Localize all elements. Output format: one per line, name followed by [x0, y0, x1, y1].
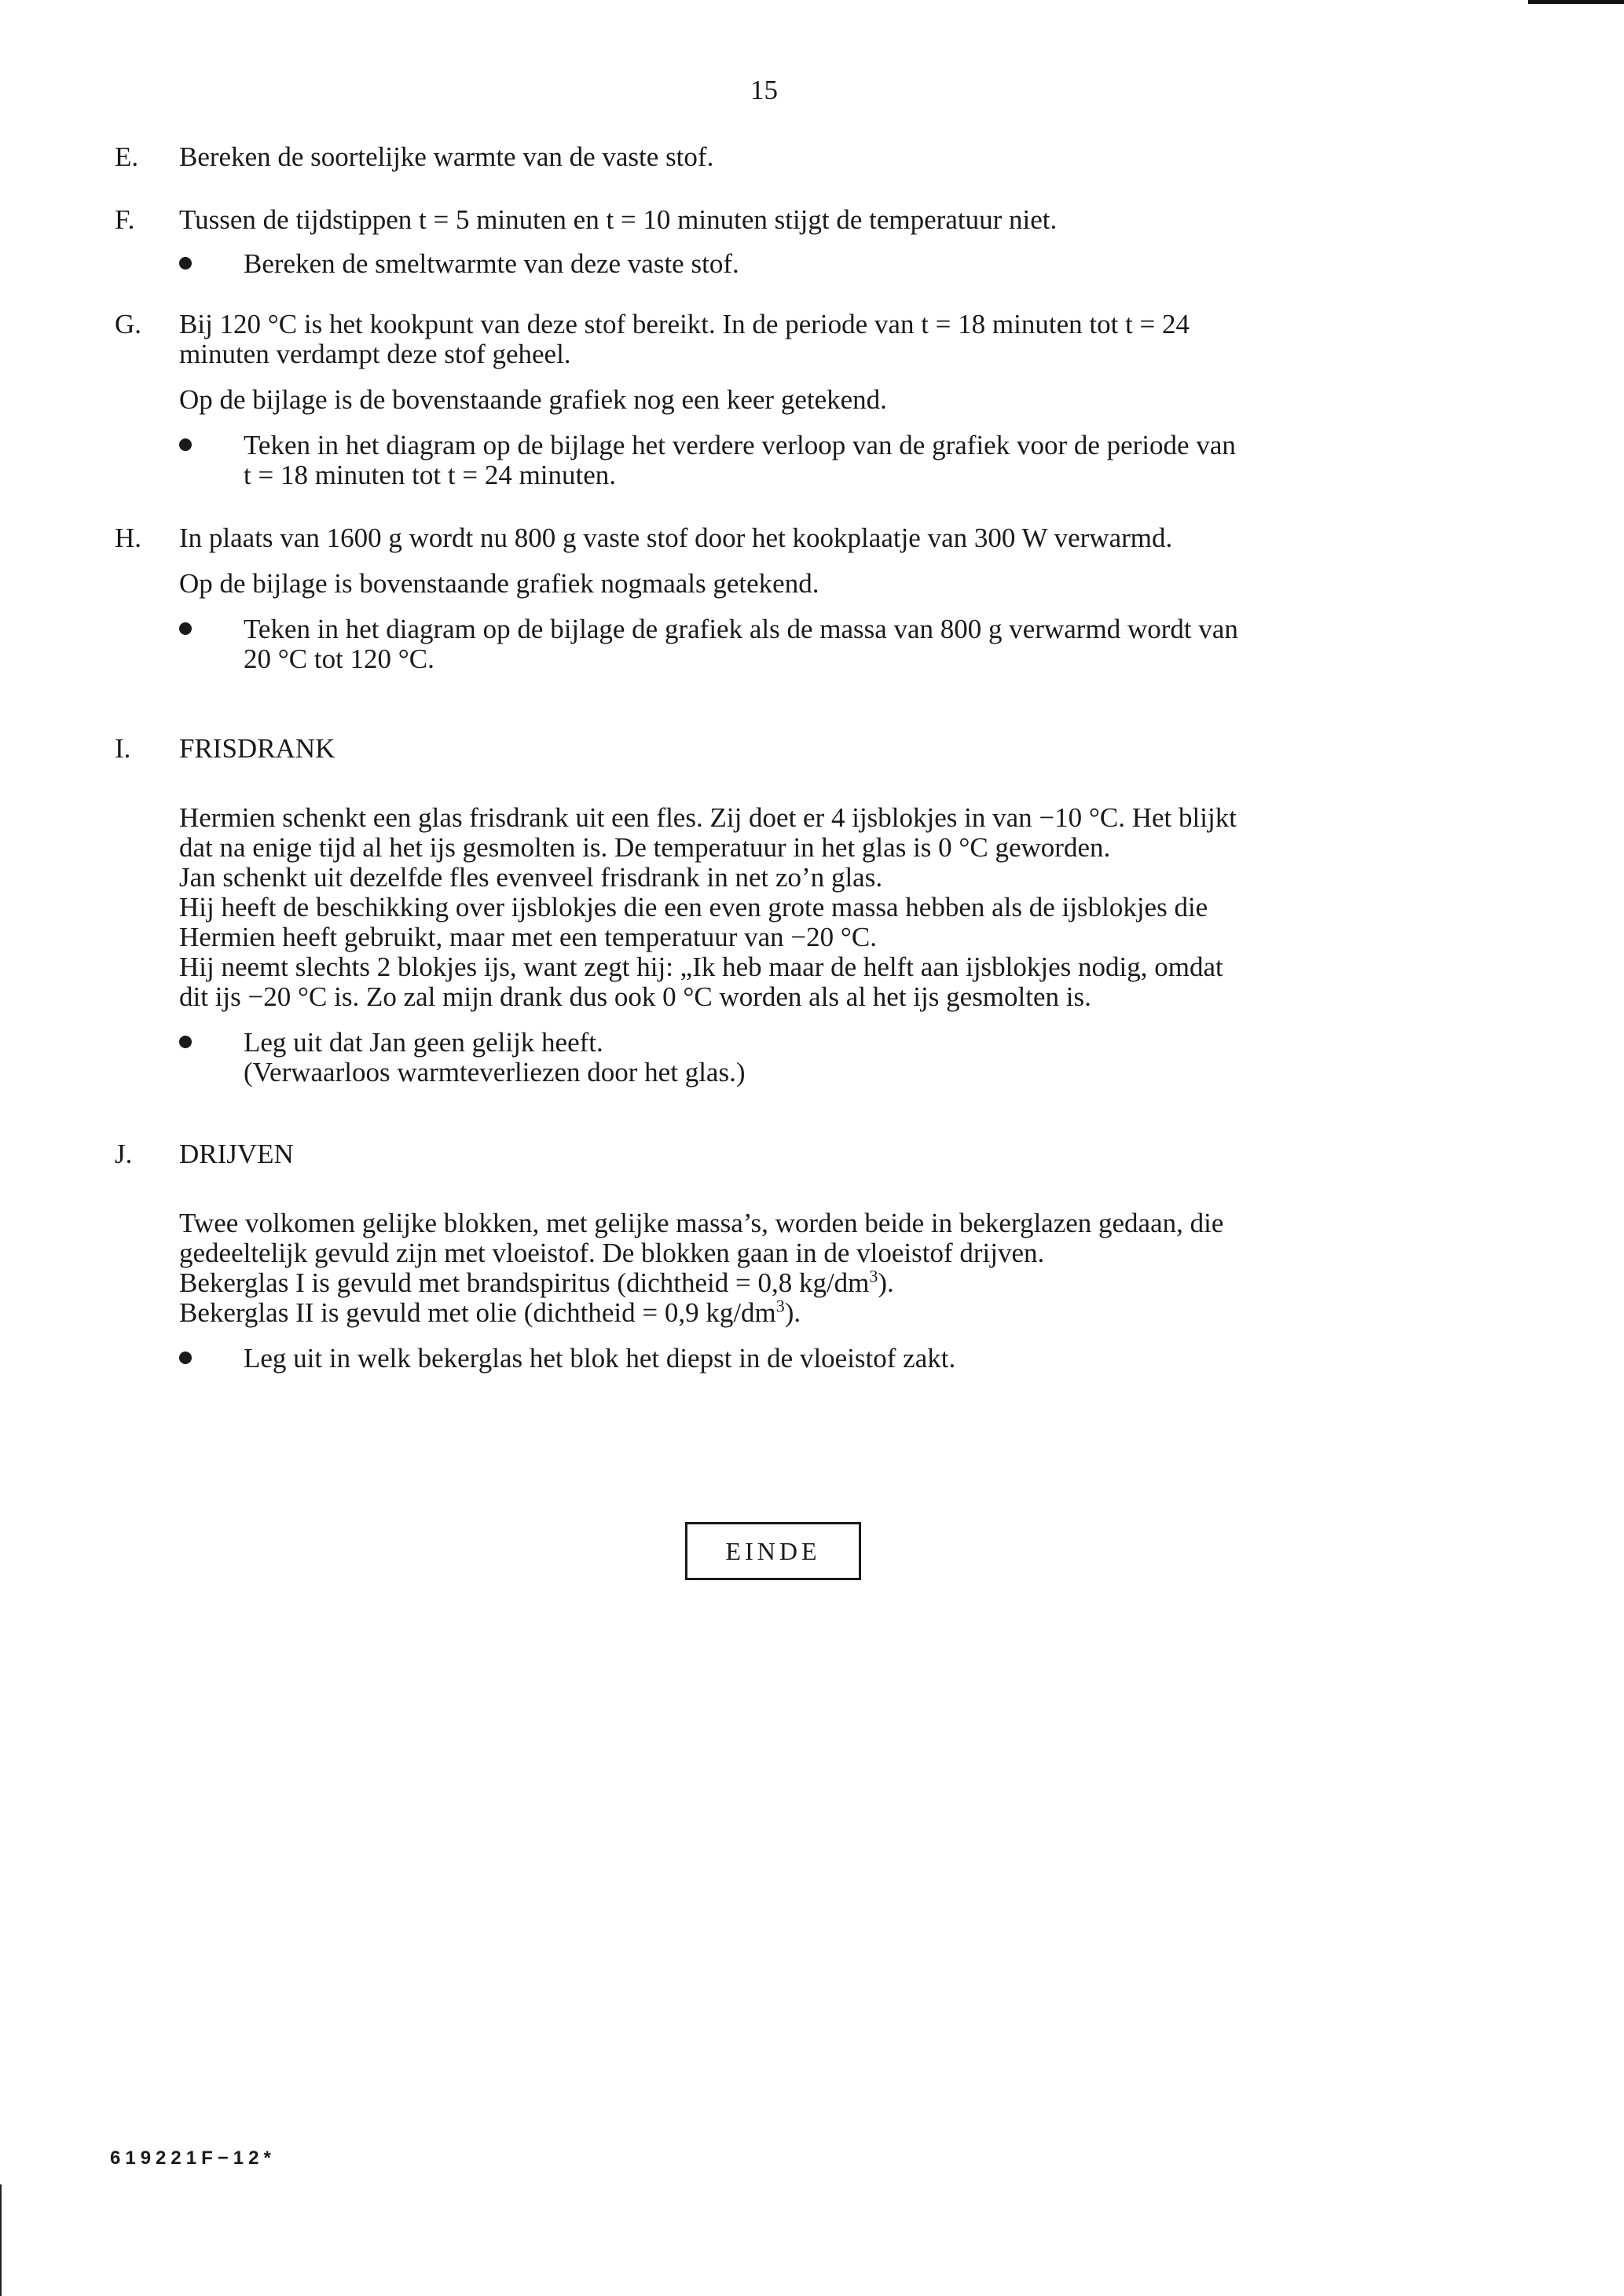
footer-code: 619221F−12* — [110, 2147, 276, 2169]
question-g-line-2: minuten verdampt deze stof geheel. — [179, 339, 571, 369]
question-j-bullet — [179, 1344, 1515, 1374]
question-f-text: Tussen de tijdstippen t = 5 minuten en t = 10 minuten stijgt de temperatuur niet. — [179, 204, 1058, 235]
question-g-bullet-line-2: t = 18 minuten tot t = 24 minuten. — [244, 460, 617, 490]
question-j-paragraph — [179, 1209, 1515, 1328]
question-g-line-3: Op de bijlage is de bovenstaande grafiek nog een keer getekend. — [179, 384, 887, 415]
question-f-bullet — [179, 249, 1515, 279]
superscript: 3 — [775, 1296, 785, 1316]
question-i-letter: I. — [115, 733, 131, 764]
question-j-line-3-end: ). — [878, 1267, 894, 1298]
question-j-bullet-text: Leg uit in welk bekerglas het blok het diepst in de vloeistof zakt. — [244, 1343, 956, 1374]
einde-label: EINDE — [725, 1537, 821, 1565]
question-i-line: Hermien heeft gebruikt, maar met een temperatuur van −20 °C. — [179, 922, 877, 952]
question-j-line-4 — [179, 1298, 1515, 1328]
question-i-line: dat na enige tijd al het ijs gesmolten is. De temperatuur in het glas is 0 °C geworden. — [179, 832, 1111, 863]
question-j-line-3-text: Bekerglas I is gevuld met brandspiritus (dichtheid = 0,8 kg/dm — [179, 1267, 870, 1298]
question-g-bullet — [179, 431, 1515, 490]
question-f-bullet-text: Bereken de smeltwarmte van deze vaste stof. — [244, 248, 739, 279]
question-h-line-1: In plaats van 1600 g wordt nu 800 g vaste stof door het kookplaatje van 300 W verwarmd. — [179, 523, 1173, 553]
bullet-dot-icon — [179, 1036, 192, 1048]
bullet-dot-icon — [179, 257, 192, 270]
question-h-line-2: Op de bijlage is bovenstaande grafiek nogmaals getekend. — [179, 568, 819, 599]
question-i-heading: FRISDRANK — [179, 733, 335, 764]
question-g-bullet-line-1: Teken in het diagram op de bijlage het verdere verloop van de grafiek voor de periode van — [244, 430, 1236, 460]
bullet-dot-icon — [179, 1352, 192, 1364]
question-i-line: Hij heeft de beschikking over ijsblokjes die een even grote massa hebben als de ijsblokjes die — [179, 892, 1208, 922]
question-h-bullet-line-2: 20 °C tot 120 °C. — [244, 644, 434, 674]
question-i-bullet — [179, 1028, 1515, 1087]
question-f-letter: F. — [115, 204, 135, 235]
question-j-line-4-end: ). — [784, 1297, 801, 1328]
bullet-dot-icon — [179, 438, 192, 451]
question-i-line: Jan schenkt uit dezelfde fles evenveel frisdrank in net zo’n glas. — [179, 862, 883, 893]
question-j-letter: J. — [115, 1139, 133, 1169]
question-i-bullet-line-1: Leg uit dat Jan geen gelijk heeft. — [244, 1027, 603, 1058]
bullet-dot-icon — [179, 622, 192, 635]
question-j-heading: DRIJVEN — [179, 1139, 294, 1169]
question-i-line: Hermien schenkt een glas frisdrank uit een fles. Zij doet er 4 ijsblokjes in van −10 °C. Het blijkt — [179, 802, 1237, 833]
question-i-line: Hij neemt slechts 2 blokjes ijs, want zegt hij: „Ik heb maar de helft aan ijsblokjes nodig, omdat — [179, 952, 1223, 982]
question-h-bullet-line-1: Teken in het diagram op de bijlage de grafiek als de massa van 800 g verwarmd wordt van — [244, 614, 1238, 644]
question-g-letter: G. — [115, 309, 142, 339]
top-edge-bar — [1528, 0, 1624, 4]
question-j-line-4-text: Bekerglas II is gevuld met olie (dichtheid = 0,9 kg/dm — [179, 1297, 776, 1328]
question-i-paragraph — [179, 803, 1515, 1012]
question-e-letter: E. — [115, 141, 139, 172]
question-h-letter: H. — [115, 523, 142, 553]
page-number: 15 — [750, 75, 778, 105]
question-j-line-3 — [179, 1268, 1515, 1298]
question-e-text: Bereken de soortelijke warmte van de vaste stof. — [179, 141, 714, 172]
question-g-line-1: Bij 120 °C is het kookpunt van deze stof bereikt. In de periode van t = 18 minuten tot t = 24 — [179, 309, 1190, 339]
left-edge-line — [0, 2184, 2, 2296]
question-j-line-1: Twee volkomen gelijke blokken, met gelijke massa’s, worden beide in bekerglazen gedaan, die — [179, 1208, 1224, 1238]
einde-box — [685, 1522, 861, 1580]
question-j-line-2: gedeeltelijk gevuld zijn met vloeistof. De blokken gaan in de vloeistof drijven. — [179, 1238, 1045, 1268]
question-h-bullet — [179, 614, 1515, 674]
superscript: 3 — [869, 1266, 878, 1286]
question-i-bullet-line-2: (Verwaarloos warmteverliezen door het glas.) — [244, 1057, 746, 1087]
question-i-line: dit ijs −20 °C is. Zo zal mijn drank dus ook 0 °C worden als al het ijs gesmolten is. — [179, 981, 1091, 1012]
